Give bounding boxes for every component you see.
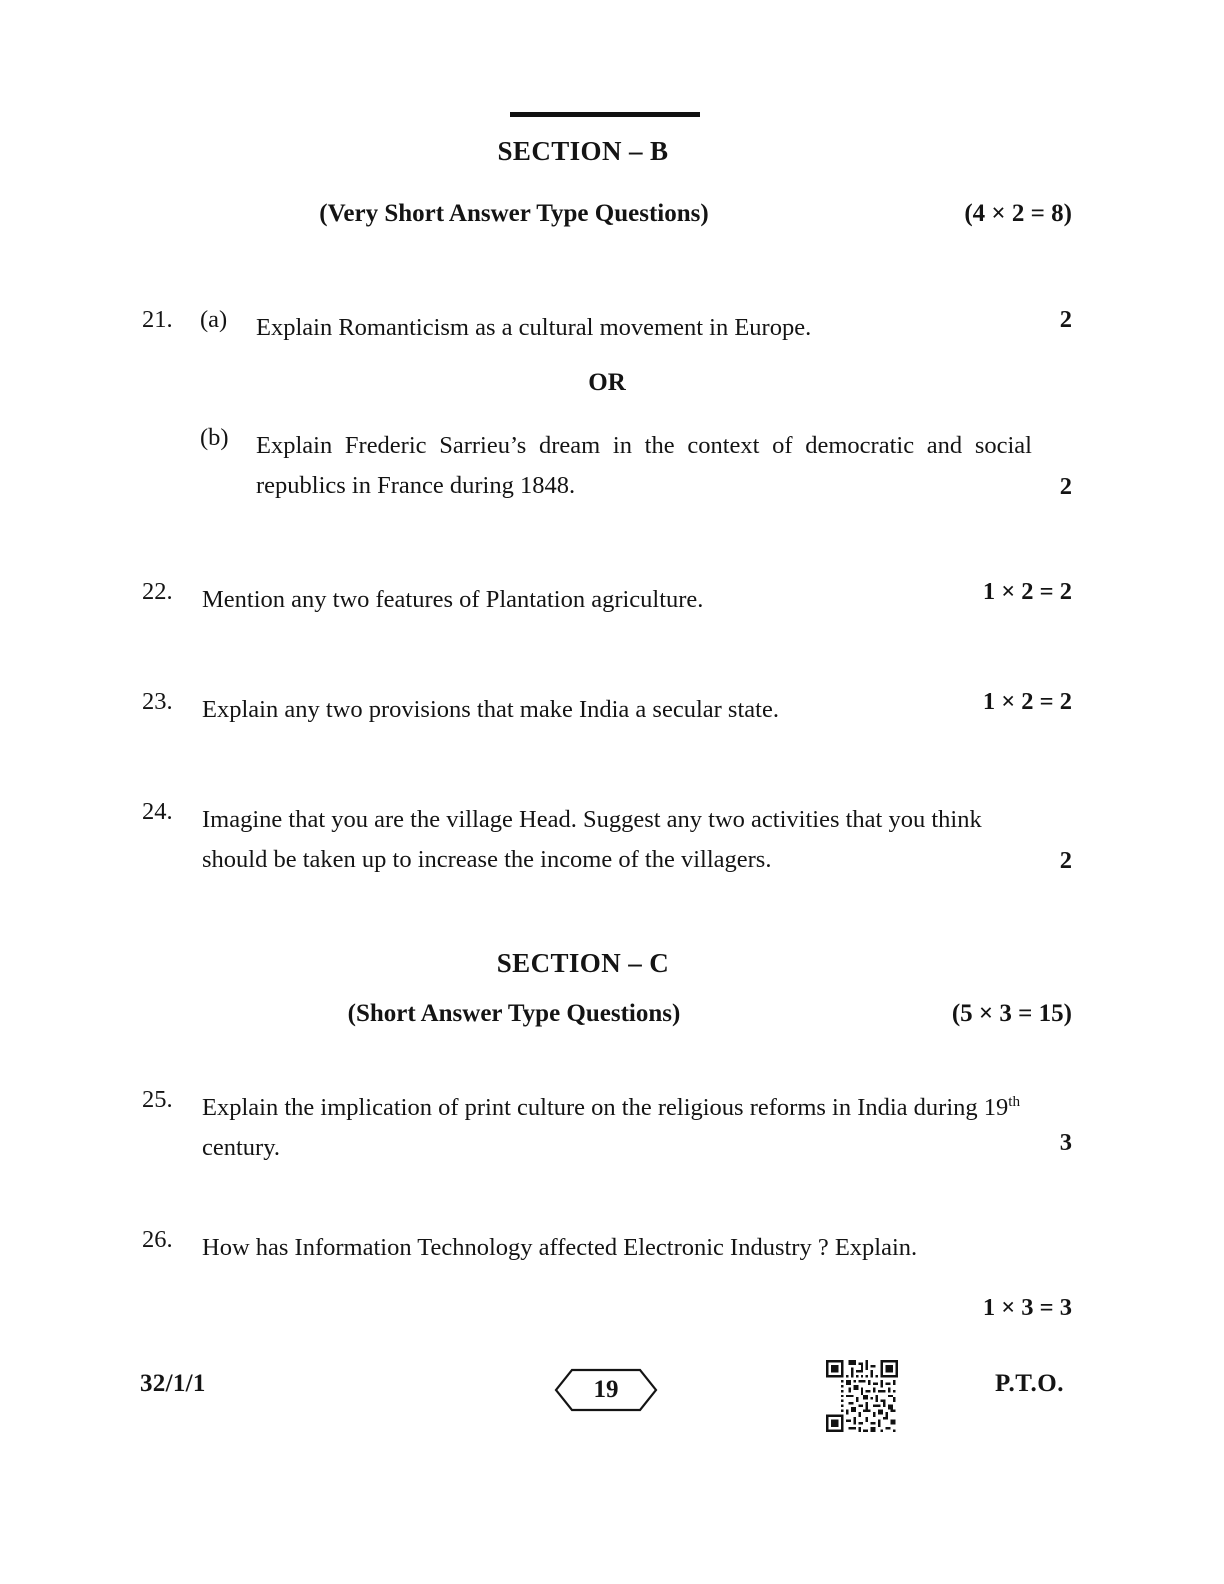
question-24-row	[142, 800, 1072, 879]
question-26	[142, 1226, 1072, 1321]
section-b-marks: (4 × 2 = 8)	[964, 200, 1072, 227]
question-21-part-a-label: (a)	[200, 306, 228, 333]
question-24-text: Imagine that you are the village Head. Suggest any two activities that you think should be taken up to increase the income of the villagers.	[202, 806, 982, 873]
hexagon-page-badge	[552, 1362, 660, 1418]
question-24	[142, 800, 1072, 879]
question-25-body	[202, 1088, 1072, 1167]
section-c-subtitle: (Short Answer Type Questions)	[347, 1000, 681, 1027]
question-26-body	[202, 1228, 1072, 1268]
question-23-marks: 1 × 2 = 2	[982, 688, 1072, 715]
question-25-marks: 3	[1059, 1129, 1072, 1156]
question-23	[142, 690, 1072, 730]
question-24-number: 24.	[142, 798, 173, 825]
question-21-part-a-marks: 2	[1059, 306, 1072, 333]
question-21-part-b-body	[256, 426, 1072, 505]
question-25-row	[142, 1088, 1072, 1167]
question-23-number: 23.	[142, 688, 173, 715]
qr-code-icon	[826, 1360, 898, 1432]
page-footer	[0, 1360, 1224, 1430]
paper-code: 32/1/1	[140, 1370, 206, 1397]
question-21-part-b-text: Explain Frederic Sarrieu’s dream in the context of democratic and social republics in France during 1848.	[256, 432, 1032, 499]
question-26-row	[142, 1226, 1072, 1321]
question-22-text: Mention any two features of Plantation agriculture.	[202, 586, 704, 613]
section-c-marks: (5 × 3 = 15)	[951, 1000, 1072, 1027]
question-25-text-head: Explain the implication of print culture on the religious reforms in India during 19	[202, 1094, 1009, 1121]
section-divider-rule	[510, 112, 700, 117]
question-23-body	[202, 690, 1072, 730]
question-21-part-b-label: (b)	[200, 424, 229, 451]
question-25-superscript: th	[1008, 1092, 1021, 1110]
question-21-part-b	[142, 426, 1072, 505]
question-21	[142, 306, 1072, 500]
question-22	[142, 580, 1072, 620]
turn-over-label: P.T.O.	[995, 1370, 1064, 1397]
section-c-heading: SECTION – C	[496, 948, 670, 978]
section-b-subheading-row	[152, 200, 1072, 228]
page-number: 19	[593, 1376, 619, 1403]
question-21-number: 21.	[142, 306, 173, 333]
question-23-text: Explain any two provisions that make India a secular state.	[202, 696, 779, 723]
question-24-marks: 2	[1059, 847, 1072, 874]
question-22-body	[202, 580, 1072, 620]
question-22-row	[142, 580, 1072, 620]
question-21-part-a-body	[256, 308, 1072, 348]
question-25-text	[202, 1088, 1024, 1167]
question-22-marks: 1 × 2 = 2	[982, 578, 1072, 605]
section-b-heading: SECTION – B	[497, 136, 669, 166]
question-25	[142, 1088, 1072, 1167]
question-26-number: 26.	[142, 1226, 173, 1253]
question-21-part-a	[142, 308, 1072, 348]
section-c-subheading-row	[152, 1000, 1072, 1028]
question-21-or-label: OR	[588, 369, 626, 396]
question-25-number: 25.	[142, 1086, 173, 1113]
question-21-part-a-text: Explain Romanticism as a cultural movement in Europe.	[256, 314, 812, 341]
question-25-text-tail: century.	[202, 1133, 280, 1161]
question-26-marks: 1 × 3 = 3	[982, 1294, 1072, 1321]
question-23-row	[142, 690, 1072, 730]
question-21-part-b-marks: 2	[1059, 473, 1072, 500]
question-24-body	[202, 800, 1072, 879]
section-b-subtitle: (Very Short Answer Type Questions)	[319, 200, 709, 227]
question-26-text: How has Information Technology affected Electronic Industry ? Explain.	[202, 1234, 918, 1261]
question-22-number: 22.	[142, 578, 173, 605]
